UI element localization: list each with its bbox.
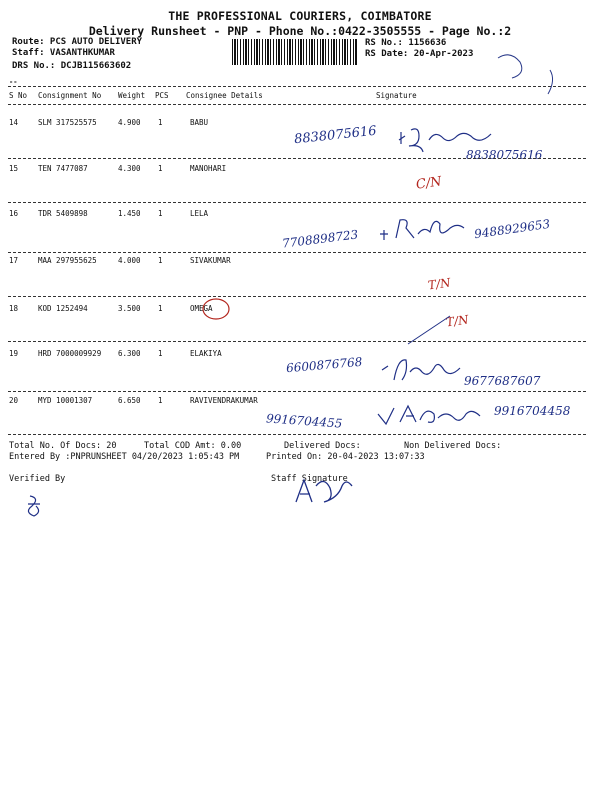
col-signature: Signature — [376, 91, 417, 100]
row-sno: 18 — [9, 304, 19, 313]
staff-label: Staff: VASANTHKUMAR — [12, 48, 115, 58]
row-weight: 1.450 — [118, 209, 141, 218]
row-consignee: SIVAKUMAR — [190, 256, 231, 265]
circle-mark — [198, 296, 234, 322]
row-pcs: 1 — [158, 396, 163, 405]
row-sno: 14 — [9, 118, 19, 127]
delivered-docs: Delivered Docs: — [284, 441, 361, 451]
row-weight: 4.000 — [118, 256, 141, 265]
row-consignee: ELAKIYA — [190, 349, 222, 358]
row-consignment: MYD 10001307 — [38, 396, 93, 405]
pen-stroke — [400, 312, 460, 348]
row-weight: 6.650 — [118, 396, 141, 405]
divider — [8, 104, 586, 105]
row-consignment: SLM 317525575 — [38, 118, 97, 127]
row-pcs: 1 — [158, 118, 163, 127]
row-pcs: 1 — [158, 349, 163, 358]
row-weight: 4.900 — [118, 118, 141, 127]
recipient-signature — [380, 354, 470, 384]
row-sno: 19 — [9, 349, 19, 358]
row-consignment: TDR 5409898 — [38, 209, 88, 218]
row-weight: 3.500 — [118, 304, 141, 313]
handwritten-phone: 8838075616 — [293, 123, 378, 148]
staff-signature-label: Staff Signature — [271, 474, 348, 484]
row-consignee: MANOHARI — [190, 164, 227, 173]
drs-number: DRS No.: DCJB115663602 — [12, 61, 132, 71]
handwritten-phone: 7708898723 — [281, 227, 359, 251]
row-consignment: MAA 297955625 — [38, 256, 97, 265]
divider — [8, 252, 586, 253]
row-consignee: OMEGA — [190, 304, 213, 313]
row-sno: 16 — [9, 209, 19, 218]
divider — [8, 202, 586, 203]
divider — [8, 86, 586, 87]
handwritten-phone: 8838075616 — [466, 148, 543, 162]
non-delivered-docs: Non Delivered Docs: — [404, 441, 502, 451]
entered-by: Entered By :PNPRUNSHEET 04/20/2023 1:05:43 PM — [9, 452, 240, 462]
row-consignment: HRD 7000009929 — [38, 349, 102, 358]
route-label: Route: PCS AUTO DELIVERY — [12, 37, 143, 47]
row-sno: 20 — [9, 396, 19, 405]
row-pcs: 1 — [158, 209, 163, 218]
divider — [8, 158, 586, 159]
handwritten-phone: 9488929653 — [473, 216, 551, 242]
recipient-signature — [378, 212, 478, 248]
row-weight: 6.300 — [118, 349, 141, 358]
divider — [8, 434, 586, 435]
recipient-signature — [376, 400, 492, 430]
row-sno: 15 — [9, 164, 19, 173]
row-consignee: BABU — [190, 118, 209, 127]
row-consignee: LELA — [190, 209, 209, 218]
col-consignment: Consignment No — [38, 91, 102, 100]
handwritten-phone: 9916704458 — [494, 404, 571, 418]
divider — [8, 296, 586, 297]
total-cod: Total COD Amt: 0.00 — [144, 441, 242, 451]
verifier-signature — [20, 492, 50, 522]
row-pcs: 1 — [158, 164, 163, 173]
col-pcs: PCS — [155, 91, 169, 100]
total-docs: Total No. Of Docs: 20 — [9, 441, 117, 451]
divider — [8, 341, 586, 342]
company-title: THE PROFESSIONAL COURIERS, COIMBATORE — [168, 9, 432, 23]
row-sno: 17 — [9, 256, 19, 265]
handwritten-phone: 9677687607 — [464, 374, 541, 388]
divider — [8, 391, 586, 392]
rs-number: RS No.: 1156636 — [365, 38, 447, 48]
handwritten-phone: 9916704455 — [265, 411, 343, 431]
printed-on: Printed On: 20-04-2023 13:07:33 — [266, 452, 425, 462]
handwritten-phone: 6600876768 — [285, 354, 363, 376]
header-mark: -- — [9, 78, 18, 86]
row-pcs: 1 — [158, 304, 163, 313]
row-consignee: RAVIVENDRAKUMAR — [190, 396, 258, 405]
handwritten-note: T/N — [445, 312, 470, 330]
col-consignee: Consignee Details — [186, 91, 263, 100]
handwritten-note: T/N — [427, 275, 452, 293]
row-weight: 4.300 — [118, 164, 141, 173]
row-pcs: 1 — [158, 256, 163, 265]
verified-by: Verified By — [9, 474, 66, 484]
handwritten-note: C/N — [415, 174, 443, 193]
runsheet-title: Delivery Runsheet - PNP - Phone No.:0422-3505555 - Page No.:2 — [88, 24, 512, 38]
row-consignment: KOD 1252494 — [38, 304, 88, 313]
col-weight: Weight — [118, 91, 146, 100]
staff-signature — [292, 472, 362, 508]
rs-date: RS Date: 20-Apr-2023 — [365, 49, 474, 59]
barcode — [232, 39, 357, 65]
pen-mark — [490, 40, 570, 100]
row-consignment: TEN 7477087 — [38, 164, 88, 173]
col-sno: S No — [9, 91, 28, 100]
